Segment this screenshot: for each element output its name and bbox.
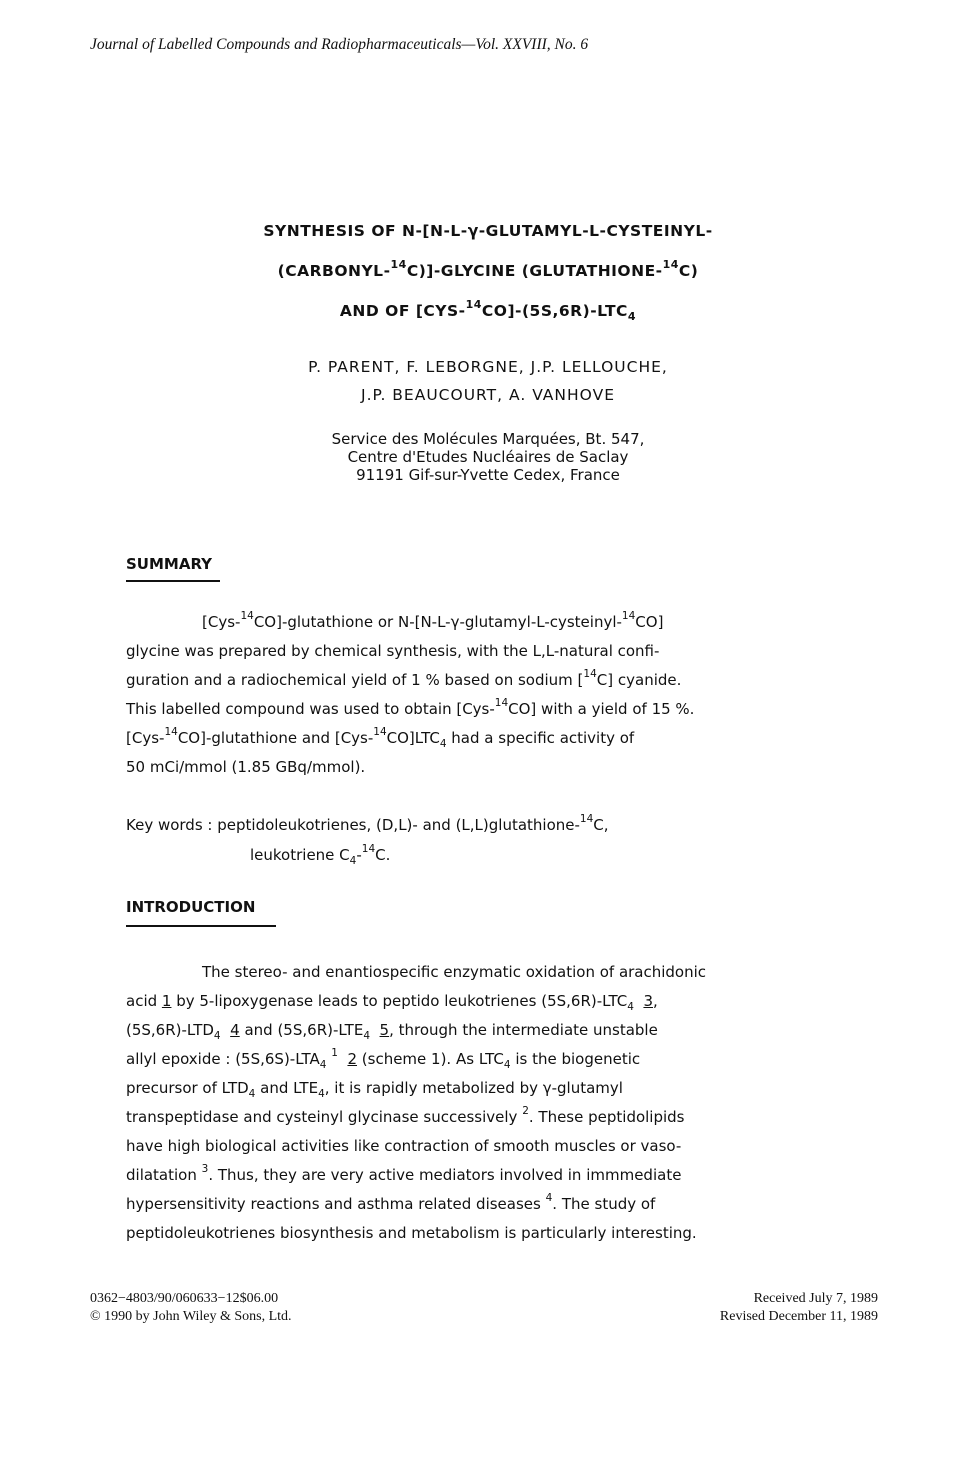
copyright: © 1990 by John Wiley & Sons, Ltd.: [90, 1309, 292, 1324]
subscript: 4: [439, 738, 447, 750]
affiliation-line-3: 91191 Gif-sur-Yvette Cedex, France: [356, 466, 620, 484]
article-title: [0, 218, 976, 338]
footer-right: [720, 1290, 878, 1326]
text: guration and a radiochemical yield of 1 % based on sodium [: [126, 671, 584, 689]
keywords: [126, 810, 846, 870]
intro-line: have high biological activities like contraction of smooth muscles or vaso-: [126, 1137, 682, 1155]
text: is the biogenetic: [510, 1050, 641, 1068]
introduction-paragraph: [126, 958, 846, 1248]
subscript: 4: [349, 855, 357, 867]
text: had a specific activity of: [446, 729, 635, 747]
intro-line: [126, 1190, 846, 1219]
footer-left: [90, 1290, 292, 1326]
text: CO] with a yield of 15 %.: [508, 700, 695, 718]
text: C] cyanide.: [596, 671, 682, 689]
introduction-underline: [126, 925, 276, 927]
title-text: SYNTHESIS OF N-[N-L-γ-GLUTAMYL-L-CYSTEINYL-: [263, 222, 713, 240]
authors-line-1: P. PARENT, F. LEBORGNE, J.P. LELLOUCHE,: [308, 358, 668, 376]
keywords-line-2: [126, 840, 846, 870]
text: CO]LTC: [386, 729, 440, 747]
summary-line: [126, 608, 846, 637]
text: CO]-glutathione and [Cys-: [177, 729, 374, 747]
subscript: 4: [248, 1088, 256, 1100]
text: acid: [126, 992, 162, 1010]
summary-line: [126, 695, 846, 724]
intro-line: The stereo- and enantiospecific enzymatic oxidation of arachidonic: [202, 963, 707, 981]
intro-line: [126, 1103, 846, 1132]
authors: [0, 353, 976, 409]
affiliation-line-2: Centre d'Etudes Nucléaires de Saclay: [347, 448, 629, 466]
title-text: CO]-(5S,6R)-LTC: [481, 302, 628, 320]
text: ,: [652, 992, 658, 1010]
text: CO]-glutathione or N-[N-L-γ-glutamyl-L-cysteinyl-: [253, 613, 622, 631]
text: leukotriene C: [250, 846, 350, 864]
text: CO]: [635, 613, 664, 631]
journal-header: Journal of Labelled Compounds and Radiopharmaceuticals—Vol. XXVIII, No. 6: [90, 36, 589, 53]
text: and LTE: [255, 1079, 319, 1097]
received-date: Received July 7, 1989: [753, 1291, 878, 1306]
text: transpeptidase and cysteinyl glycinase successively: [126, 1108, 523, 1126]
compound-number: 4: [230, 1021, 240, 1039]
text: dilatation: [126, 1166, 202, 1184]
text: (scheme 1). As LTC: [357, 1050, 504, 1068]
isotope-superscript: 14: [583, 668, 597, 680]
introduction-heading: INTRODUCTION: [126, 898, 256, 916]
text: , it is rapidly metabolized by γ-glutamyl: [324, 1079, 623, 1097]
compound-number: 3: [643, 992, 653, 1010]
authors-line-2: J.P. BEAUCOURT, A. VANHOVE: [361, 386, 615, 404]
text: C.: [375, 846, 391, 864]
text: . The study of: [552, 1195, 656, 1213]
revised-date: Revised December 11, 1989: [719, 1309, 878, 1324]
affiliation: [0, 430, 976, 484]
text: and (5S,6R)-LTE: [239, 1021, 364, 1039]
isotope-superscript: 14: [662, 258, 679, 271]
summary-heading: SUMMARY: [126, 555, 213, 573]
text: . Thus, they are very active mediators involved in immmediate: [208, 1166, 682, 1184]
isotope-superscript: 14: [621, 610, 636, 622]
subscript: 4: [503, 1059, 511, 1071]
subscript: 4: [363, 1030, 370, 1042]
title-line-3: [0, 298, 976, 338]
isotope-superscript: 14: [465, 298, 482, 311]
keywords-label: Key words :: [126, 816, 218, 834]
text: , through the intermediate unstable: [389, 1021, 658, 1039]
text: precursor of LTD: [126, 1079, 249, 1097]
compound-number: 5: [379, 1021, 390, 1039]
text: allyl epoxide : (5S,6S)-LTA: [126, 1050, 320, 1068]
title-text: (CARBONYL-: [277, 262, 391, 280]
intro-line: [126, 1161, 846, 1190]
reference-superscript: 2: [522, 1105, 529, 1117]
intro-line: [126, 987, 846, 1016]
text: -: [356, 846, 362, 864]
subscript: 4: [627, 310, 637, 323]
text: This labelled compound was used to obtain [Cys-: [126, 700, 495, 718]
issn-code: 0362−4803/90/060633−12$06.00: [90, 1291, 279, 1306]
text: hypersensitivity reactions and asthma related diseases: [126, 1195, 546, 1213]
reference-superscript: 4: [545, 1192, 553, 1204]
title-text: AND OF [CYS-: [339, 302, 466, 320]
affiliation-line-1: Service des Molécules Marquées, Bt. 547,: [331, 430, 645, 448]
compound-number: 1: [161, 992, 172, 1010]
text: [Cys-: [202, 613, 241, 631]
isotope-superscript: 14: [494, 697, 509, 709]
title-line-2: [0, 258, 976, 298]
isotope-superscript: 14: [361, 843, 376, 855]
title-text: C): [678, 262, 699, 280]
summary-line: [126, 666, 846, 695]
intro-line: [126, 1074, 846, 1103]
text: (5S,6R)-LTD: [126, 1021, 214, 1039]
reference-superscript: 3: [201, 1163, 209, 1175]
subscript: 4: [319, 1059, 327, 1071]
compound-number: 2: [347, 1050, 358, 1068]
intro-line: peptidoleukotrienes biosynthesis and metabolism is particularly interesting.: [126, 1224, 697, 1242]
subscript: 4: [213, 1030, 221, 1042]
text: . These peptidolipids: [528, 1108, 685, 1126]
summary-underline: [126, 580, 220, 582]
summary-line: glycine was prepared by chemical synthesis, with the L,L-natural confi-: [126, 642, 660, 660]
title-text: C)]-GLYCINE (GLUTATHIONE-: [406, 262, 663, 280]
intro-line: [126, 1045, 846, 1074]
keywords-line-1: [126, 810, 846, 840]
reference-superscript: 1: [331, 1047, 338, 1059]
subscript: 4: [627, 1001, 634, 1013]
isotope-superscript: 14: [579, 813, 594, 825]
isotope-superscript: 14: [390, 258, 407, 271]
summary-line: 50 mCi/mmol (1.85 GBq/mmol).: [126, 758, 366, 776]
title-line-1: [0, 218, 976, 258]
summary-paragraph: [126, 608, 846, 782]
isotope-superscript: 14: [240, 610, 254, 622]
isotope-superscript: 14: [164, 726, 178, 738]
intro-line: [126, 1016, 846, 1045]
text: by 5-lipoxygenase leads to peptido leukotrienes (5S,6R)-LTC: [171, 992, 628, 1010]
isotope-superscript: 14: [373, 726, 387, 738]
text: peptidoleukotrienes, (D,L)- and (L,L)glutathione-: [217, 816, 580, 834]
text: C,: [593, 816, 609, 834]
subscript: 4: [318, 1088, 325, 1100]
text: [Cys-: [126, 729, 165, 747]
summary-line: [126, 724, 846, 753]
